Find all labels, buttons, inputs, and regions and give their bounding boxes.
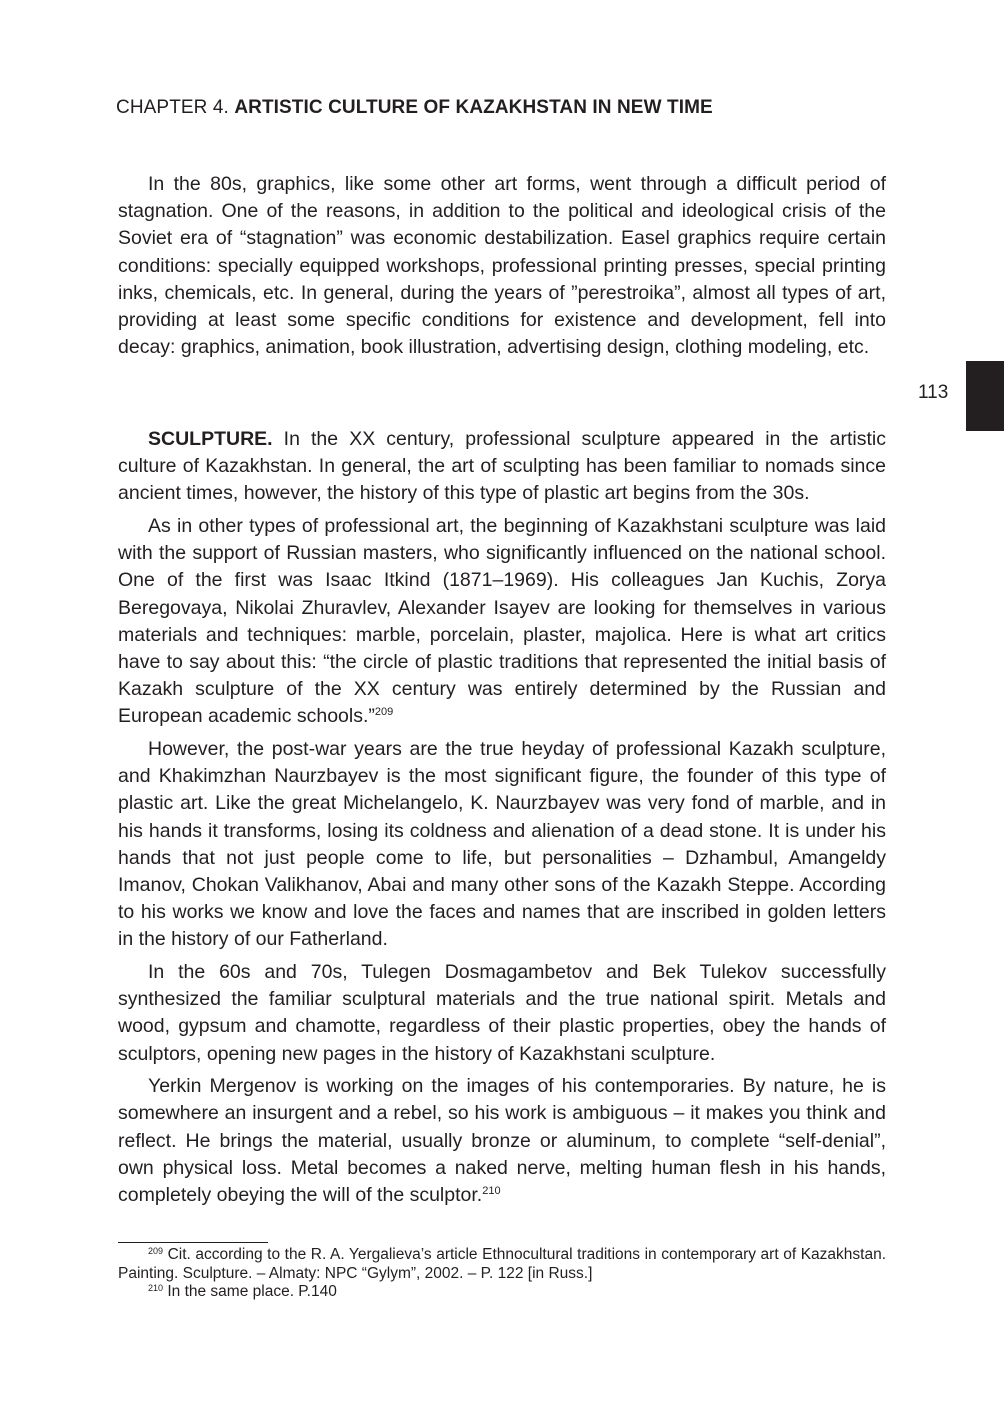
footnote-number: 209: [148, 1246, 164, 1256]
footnote-ref-209[interactable]: 209: [374, 706, 394, 719]
paragraph-post-war-heyday: However, the post-war years are the true heyday of professional Kazakh sculpture, and Khakimzhan Naurzbayev is the most significant figure, the founder of this type of plastic art. Like the great Michelangelo, K. Naurzbayev was very fond of marble, and in his hands it transforms, losing its coldness and alienation of a dead stone. It is under his hands that not just people come to life, but personalities – Dzhambul, Amangeldy Imanov, Chokan Valikhanov, Abai and many other sons of the Kazakh Steppe. According to his works we know and love the faces and names that are inscribed in golden letters in the history of our Fatherland.: [118, 738, 886, 951]
paragraph-russian-masters: [118, 513, 886, 731]
page-number: 113: [918, 382, 949, 403]
paragraph-russian-masters-text: As in other types of professional art, the beginning of Kazakhstani sculpture was laid with the support of Russian masters, who significantly influenced on the national school. One of the first was Isaac Itkind (1871–1969). His colleagues Jan Kuchis, Zorya Beregovaya, Nikolai Zhuravlev, Alexander Isayev are looking for themselves in various materials and techniques: marble, porcelain, plaster, majolica. Here is what art critics have to say about this: “the circle of plastic traditions that represented the initial basis of Kazakh sculpture of the XX century was entirely determined by the Russian and European academic schools.”: [118, 515, 886, 728]
paragraph-yerkin-mergenov: [118, 1073, 886, 1209]
sculpture-intro-text: In the XX century, professional sculpture appeared in the artistic culture of Kazakhstan. In general, the art of sculpting has been familiar to nomads since ancient times, however, the history of this type of plastic art begins from the 30s.: [118, 428, 886, 505]
footnote-text: Cit. according to the R. A. Yergalieva’s article Ethnocultural traditions in contemporary art of Kazakhstan. Painting. Sculpture. – Almaty: NPC “Gylym”, 2002. – P. 122 [in Russ.]: [118, 1246, 886, 1282]
footnote-210: [118, 1283, 886, 1302]
paragraph-graphics-stagnation: In the 80s, graphics, like some other art forms, went through a difficult period of stagnation. One of the reasons, in addition to the political and ideological crisis of the Soviet era of “stagnation” was economic destabilization. Easel graphics require certain conditions: specially equipped workshops, professional printing presses, special printing inks, chemicals, etc. In general, during the years of ”perestroika”, almost all types of art, providing at least some specific conditions for existence and development, fell into decay: graphics, animation, book illustration, advertising design, clothing modeling, etc.: [118, 173, 886, 359]
footnotes: [118, 1246, 886, 1302]
paragraph-60s-70s: In the 60s and 70s, Tulegen Dosmagambetov and Bek Tulekov successfully synthesized the familiar sculptural materials and the true national spirit. Metals and wood, gypsum and chamotte, regardless of their plastic properties, obey the hands of sculptors, opening new pages in the history of Kazakhstani sculpture.: [118, 961, 886, 1065]
chapter-title: ARTISTIC CULTURE OF KAZAKHSTAN IN NEW TIME: [234, 97, 713, 118]
sculpture-section: [118, 426, 886, 1209]
paragraph-sculpture-intro: [118, 426, 886, 508]
running-head: [116, 97, 713, 119]
footnote-separator: [118, 1242, 268, 1243]
graphics-section: [118, 171, 886, 361]
section-heading-sculpture: SCULPTURE.: [148, 428, 273, 450]
footnote-text: In the same place. P.140: [163, 1283, 337, 1300]
chapter-label: CHAPTER 4.: [116, 97, 229, 118]
paragraph-yerkin-mergenov-text: Yerkin Mergenov is working on the images of his contemporaries. By nature, he is somewhere an insurgent and a rebel, so his work is ambiguous – it makes you think and reflect. He brings the material, usually bronze or aluminum, to complete “self-denial”, own physical loss. Metal becomes a naked nerve, melting human flesh in his hands, completely obeying the will of the sculptor.: [118, 1075, 886, 1207]
footnote-number: 210: [148, 1283, 164, 1293]
footnote-209: [118, 1246, 886, 1283]
footnote-ref-210[interactable]: 210: [482, 1185, 501, 1198]
page-edge-tab: [966, 361, 1004, 431]
